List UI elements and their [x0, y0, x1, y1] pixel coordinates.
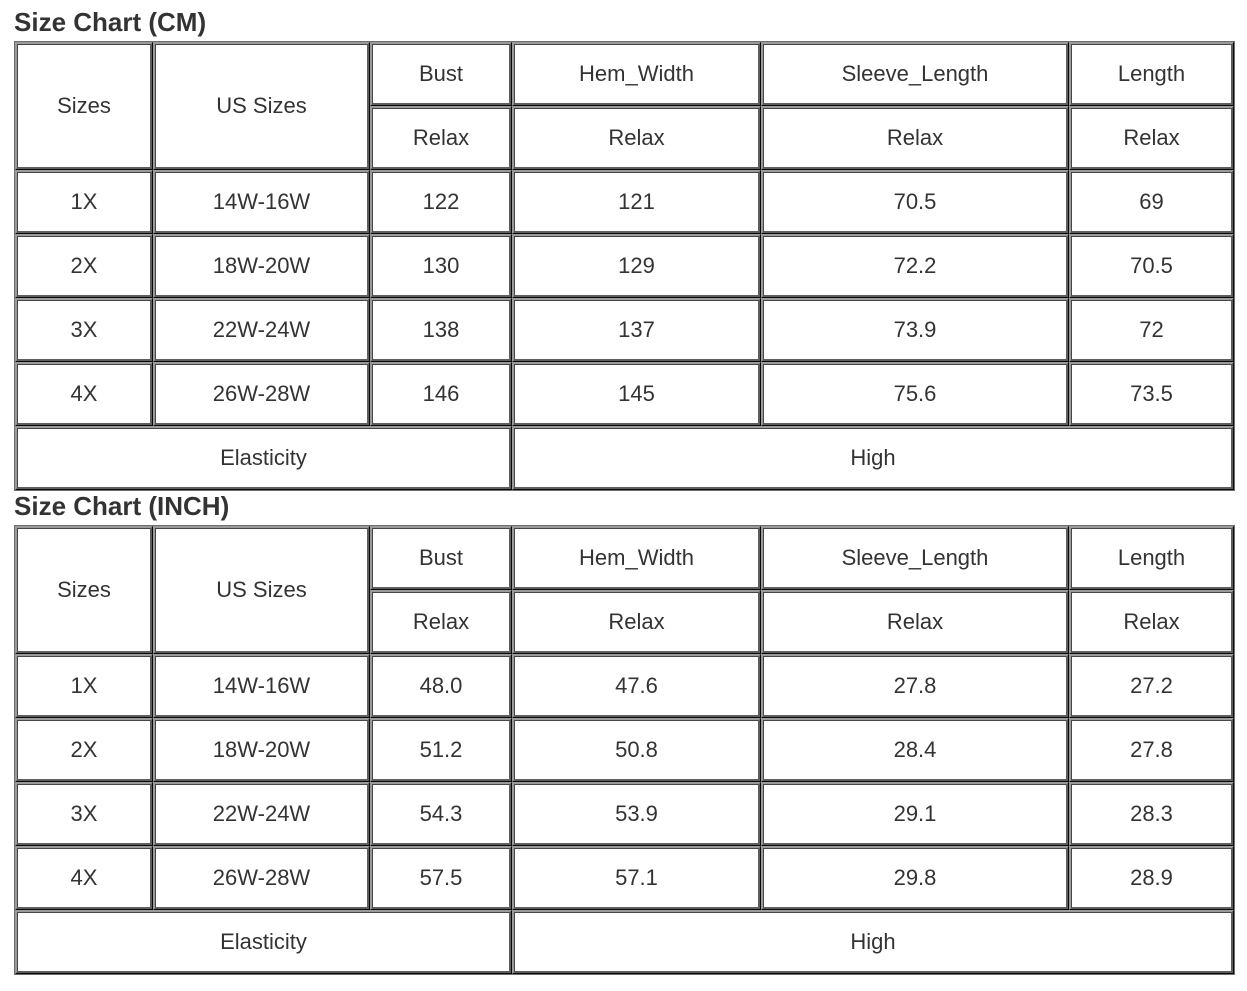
- subheader-hem-width-relax: Relax: [512, 106, 761, 170]
- cell-length: 28.3: [1069, 782, 1234, 846]
- cell-length: 69: [1069, 170, 1234, 234]
- header-row: [15, 526, 1234, 590]
- elasticity-label: Elasticity: [15, 426, 512, 490]
- cell-bust: 57.5: [370, 846, 512, 910]
- cell-length: 73.5: [1069, 362, 1234, 426]
- subheader-length-relax: Relax: [1069, 590, 1234, 654]
- cell-size: 4X: [15, 846, 153, 910]
- header-row: [15, 42, 1234, 106]
- cell-bust: 146: [370, 362, 512, 426]
- cell-size: 3X: [15, 298, 153, 362]
- cell-us-size: 22W-24W: [153, 782, 370, 846]
- cell-us-size: 18W-20W: [153, 234, 370, 298]
- cell-size: 3X: [15, 782, 153, 846]
- table-row: [15, 298, 1234, 362]
- cell-length: 70.5: [1069, 234, 1234, 298]
- elasticity-value: High: [512, 910, 1234, 974]
- table-row: [15, 782, 1234, 846]
- size-chart-cm-title: Size Chart (CM): [14, 7, 207, 37]
- cell-us-size: 22W-24W: [153, 298, 370, 362]
- cell-sleeve-length: 73.9: [761, 298, 1069, 362]
- cell-bust: 138: [370, 298, 512, 362]
- table-row: [15, 234, 1234, 298]
- size-chart-inch-title: Size Chart (INCH): [14, 491, 230, 521]
- cell-sleeve-length: 70.5: [761, 170, 1069, 234]
- header-hem-width: Hem_Width: [512, 42, 761, 106]
- table-row: [15, 718, 1234, 782]
- table-row: [15, 846, 1234, 910]
- cell-hem-width: 50.8: [512, 718, 761, 782]
- elasticity-row: [15, 426, 1234, 490]
- header-us-sizes: US Sizes: [153, 526, 370, 654]
- cell-hem-width: 121: [512, 170, 761, 234]
- cell-hem-width: 145: [512, 362, 761, 426]
- cell-size: 2X: [15, 234, 153, 298]
- cell-sleeve-length: 27.8: [761, 654, 1069, 718]
- cell-sleeve-length: 72.2: [761, 234, 1069, 298]
- cell-us-size: 18W-20W: [153, 718, 370, 782]
- size-chart-inch-table: [14, 525, 1235, 975]
- header-sleeve-length: Sleeve_Length: [761, 526, 1069, 590]
- subheader-sleeve-length-relax: Relax: [761, 590, 1069, 654]
- header-sizes: Sizes: [15, 42, 153, 170]
- cell-bust: 130: [370, 234, 512, 298]
- cell-hem-width: 129: [512, 234, 761, 298]
- cell-us-size: 26W-28W: [153, 362, 370, 426]
- cell-sleeve-length: 28.4: [761, 718, 1069, 782]
- table-row: [15, 654, 1234, 718]
- cell-hem-width: 53.9: [512, 782, 761, 846]
- header-sleeve-length: Sleeve_Length: [761, 42, 1069, 106]
- table-row: [15, 362, 1234, 426]
- subheader-bust-relax: Relax: [370, 106, 512, 170]
- header-bust: Bust: [370, 42, 512, 106]
- cell-hem-width: 47.6: [512, 654, 761, 718]
- cell-sleeve-length: 29.1: [761, 782, 1069, 846]
- header-sizes: Sizes: [15, 526, 153, 654]
- cell-length: 72: [1069, 298, 1234, 362]
- cell-size: 1X: [15, 170, 153, 234]
- cell-size: 4X: [15, 362, 153, 426]
- cell-bust: 54.3: [370, 782, 512, 846]
- subheader-bust-relax: Relax: [370, 590, 512, 654]
- cell-sleeve-length: 75.6: [761, 362, 1069, 426]
- header-length: Length: [1069, 526, 1234, 590]
- elasticity-value: High: [512, 426, 1234, 490]
- cell-hem-width: 137: [512, 298, 761, 362]
- cell-us-size: 26W-28W: [153, 846, 370, 910]
- header-bust: Bust: [370, 526, 512, 590]
- cell-bust: 48.0: [370, 654, 512, 718]
- elasticity-label: Elasticity: [15, 910, 512, 974]
- cell-length: 27.2: [1069, 654, 1234, 718]
- subheader-sleeve-length-relax: Relax: [761, 106, 1069, 170]
- header-hem-width: Hem_Width: [512, 526, 761, 590]
- subheader-length-relax: Relax: [1069, 106, 1234, 170]
- size-chart-cm-table: [14, 41, 1235, 491]
- cell-us-size: 14W-16W: [153, 170, 370, 234]
- elasticity-row: [15, 910, 1234, 974]
- cell-sleeve-length: 29.8: [761, 846, 1069, 910]
- subheader-hem-width-relax: Relax: [512, 590, 761, 654]
- cell-size: 2X: [15, 718, 153, 782]
- header-length: Length: [1069, 42, 1234, 106]
- cell-length: 27.8: [1069, 718, 1234, 782]
- cell-size: 1X: [15, 654, 153, 718]
- header-us-sizes: US Sizes: [153, 42, 370, 170]
- cell-length: 28.9: [1069, 846, 1234, 910]
- cell-bust: 122: [370, 170, 512, 234]
- cell-hem-width: 57.1: [512, 846, 761, 910]
- cell-us-size: 14W-16W: [153, 654, 370, 718]
- cell-bust: 51.2: [370, 718, 512, 782]
- table-row: [15, 170, 1234, 234]
